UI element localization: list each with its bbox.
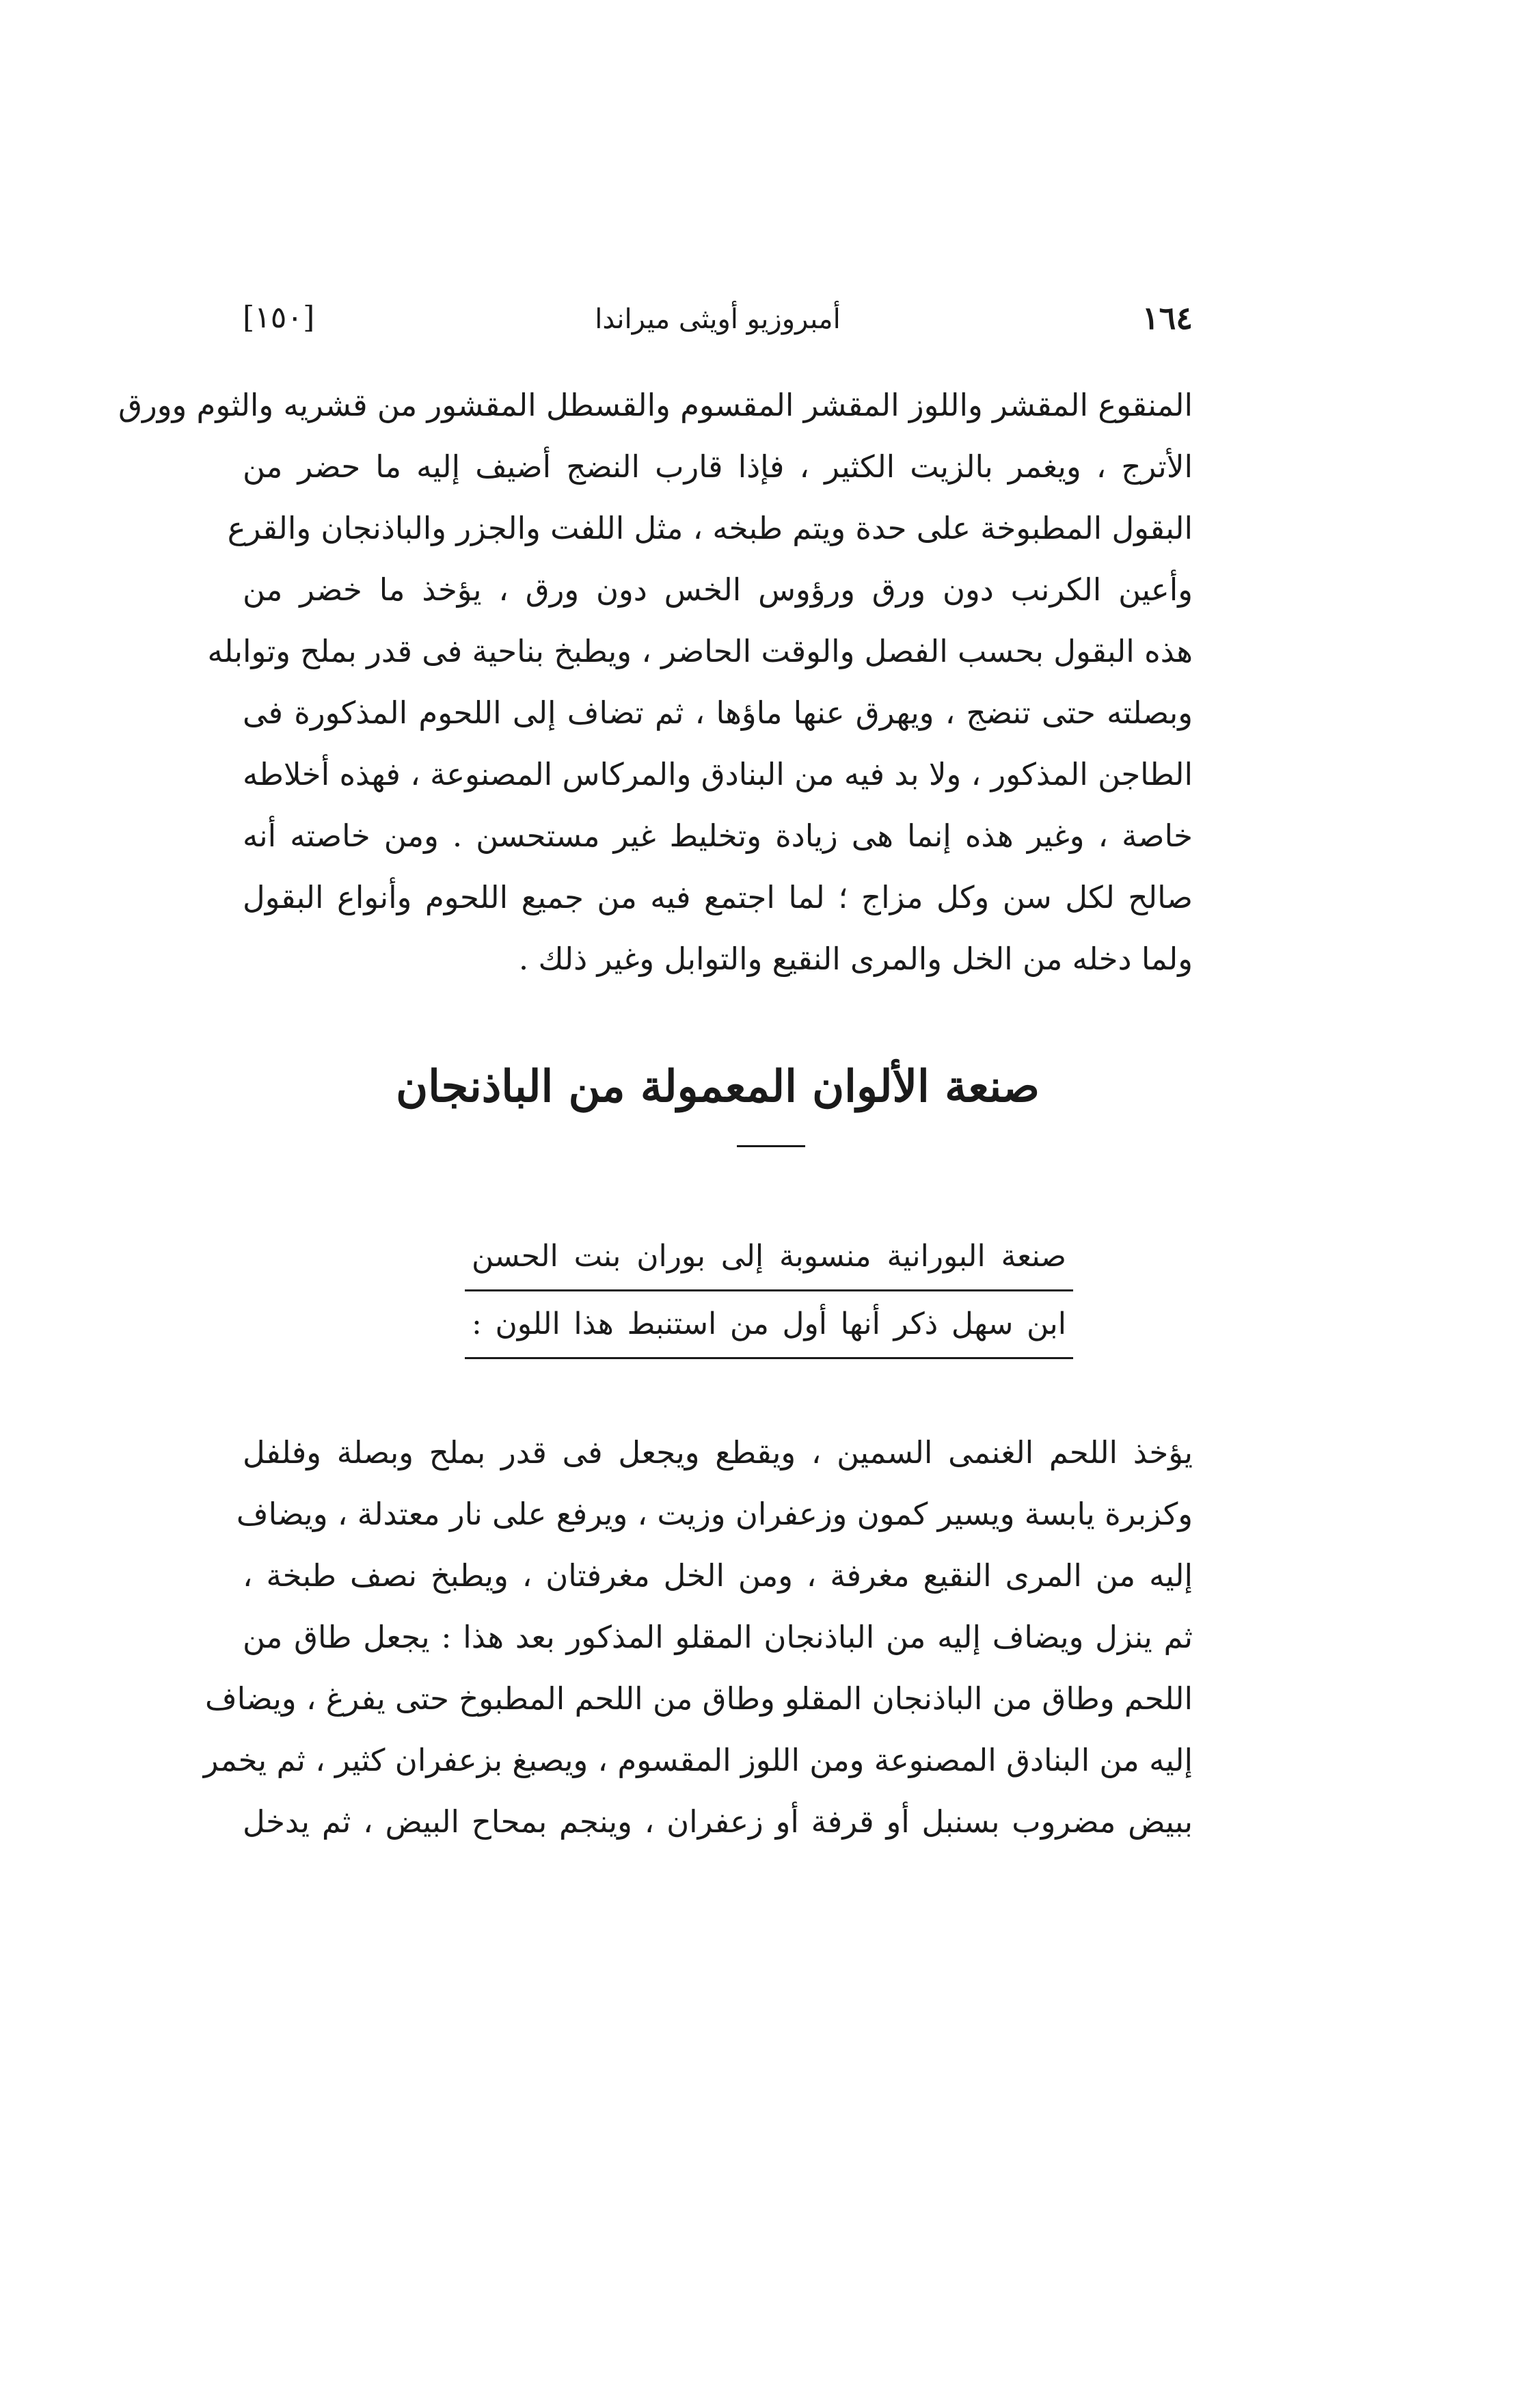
text-line: الأترج ، ويغمر بالزيت الكثير ، فإذا قارب النضج أضيف إليه ما حضر من bbox=[243, 448, 1193, 485]
text-line: ثم ينزل ويضاف إليه من الباذنجان المقلو المذكور بعد هذا : يجعل طاق من bbox=[243, 1619, 1193, 1655]
running-title: أمبروزيو أويثى ميراندا bbox=[595, 304, 841, 335]
page-number: ١٦٤ bbox=[1142, 299, 1193, 336]
text-line: وأعين الكرنب دون ورق ورؤوس الخس دون ورق ، يؤخذ ما خضر من bbox=[243, 572, 1193, 608]
text-line: هذه البقول بحسب الفصل والوقت الحاضر ، ويطبخ بناحية فى قدر بملح وتوابله bbox=[207, 633, 1193, 669]
text-line: المنقوع المقشر واللوز المقشر المقسوم والقسطل المقشور من قشريه والثوم وورق bbox=[118, 387, 1193, 423]
text-line: صالح لكل سن وكل مزاج ؛ لما اجتمع فيه من جميع اللحوم وأنواع البقول bbox=[243, 879, 1193, 915]
text-line: البقول المطبوخة على حدة ويتم طبخه ، مثل اللفت والجزر والباذنجان والقرع bbox=[227, 510, 1193, 546]
heading-divider bbox=[737, 1145, 805, 1147]
paragraph-top bbox=[118, 375, 1193, 990]
text-line: إليه من المرى النقيع مغرفة ، ومن الخل مغرفتان ، ويطبخ نصف طبخة ، bbox=[243, 1557, 1193, 1594]
text-line: وبصلته حتى تنضج ، ويهرق عنها ماؤها ، ثم تضاف إلى اللحوم المذكورة فى bbox=[243, 695, 1193, 731]
text-line: يؤخذ اللحم الغنمى السمين ، ويقطع ويجعل فى قدر بملح وبصلة وفلفل bbox=[243, 1434, 1193, 1471]
text-line: خاصة ، وغير هذه إنما هى زيادة وتخليط غير مستحسن . ومن خاصته أنه bbox=[243, 818, 1193, 854]
recipe-subheading bbox=[465, 1224, 1073, 1359]
text-line: اللحم وطاق من الباذنجان المقلو وطاق من اللحم المطبوخ حتى يفرغ ، ويضاف bbox=[205, 1680, 1193, 1717]
text-line: إليه من البنادق المصنوعة ومن اللوز المقسوم ، ويصبغ بزعفران كثير ، ثم يخمر bbox=[203, 1742, 1193, 1778]
subheading-line: صنعة البورانية منسوبة إلى بوران بنت الحسن bbox=[465, 1224, 1073, 1291]
subheading-line: ابن سهل ذكر أنها أول من استنبط هذا اللون : bbox=[465, 1291, 1073, 1359]
text-line: الطاجن المذكور ، ولا بد فيه من البنادق والمركاس المصنوعة ، فهذه أخلاطه bbox=[243, 756, 1193, 792]
paragraph-bottom bbox=[203, 1422, 1193, 1853]
text-line: ببيض مضروب بسنبل أو قرفة أو زعفران ، وينجم بمحاح البيض ، ثم يدخل bbox=[243, 1804, 1193, 1840]
text-line: وكزبرة يابسة ويسير كمون وزعفران وزيت ، ويرفع على نار معتدلة ، ويضاف bbox=[236, 1496, 1193, 1532]
section-heading: صنعة الألوان المعمولة من الباذنجان bbox=[396, 1061, 1040, 1112]
edition-page-reference: [١٥٠] bbox=[243, 300, 315, 335]
page-header bbox=[243, 297, 1193, 345]
text-line: ولما دخله من الخل والمرى النقيع والتوابل وغير ذلك . bbox=[518, 941, 1193, 977]
